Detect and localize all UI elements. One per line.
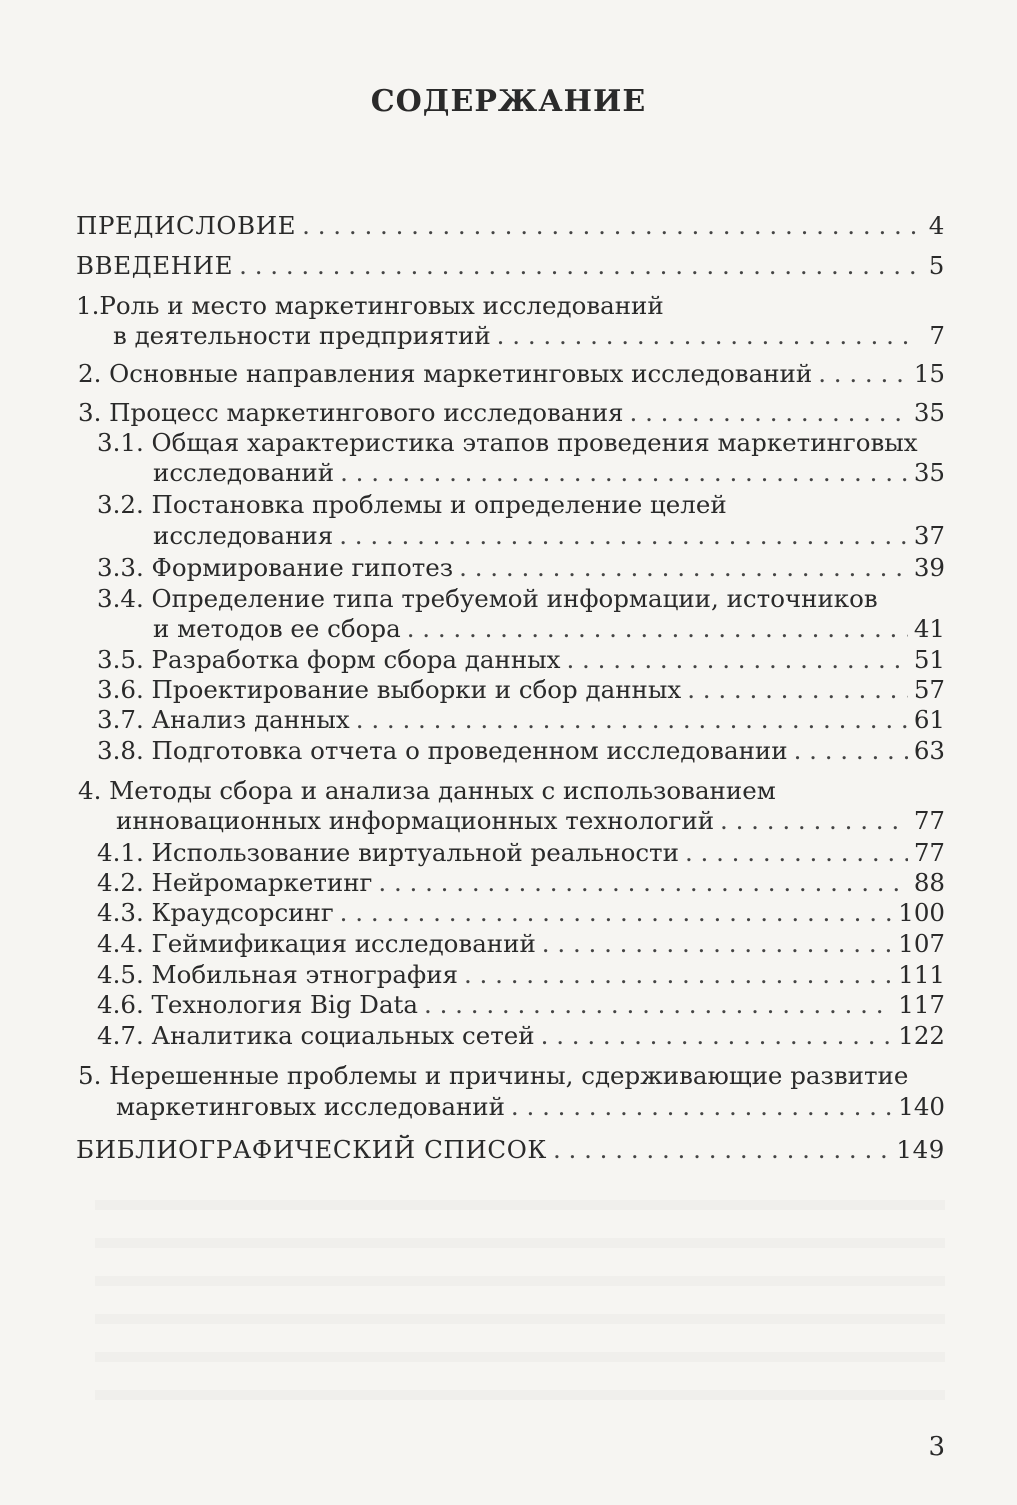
toc-entry-text: 4.3. Краудсорсинг <box>97 898 334 927</box>
toc-entry-page: 88 <box>913 868 945 897</box>
toc-entry-section-3-6[interactable] <box>97 675 945 705</box>
toc-leader-dots <box>302 211 917 241</box>
toc-entry-section-3-4[interactable] <box>97 584 878 614</box>
show-through-texture <box>95 1200 945 1410</box>
toc-leader-dots <box>542 929 892 959</box>
toc-entry-page: 61 <box>913 705 945 734</box>
toc-leader-dots <box>541 1021 893 1051</box>
toc-entry-text: 3.6. Проектирование выборки и сбор данных <box>97 675 682 704</box>
toc-entry-chapter-2[interactable] <box>78 359 945 389</box>
toc-entry-chapter-5[interactable] <box>78 1061 908 1091</box>
toc-entry-section-4-7[interactable] <box>97 1021 945 1051</box>
toc-leader-dots <box>340 458 908 488</box>
toc-leader-dots <box>340 898 893 928</box>
toc-entry-text: 3.1. Общая характеристика этапов проведения маркетинговых <box>97 428 918 457</box>
toc-entry-text: в деятельности предприятий <box>113 321 491 350</box>
toc-entry-section-4-2[interactable] <box>97 868 945 898</box>
toc-entry-page: 51 <box>913 645 945 674</box>
toc-entry-text: маркетинговых исследований <box>116 1092 505 1121</box>
toc-entry-section-3-2-cont[interactable] <box>153 521 945 551</box>
toc-entry-section-4-5[interactable] <box>97 960 945 990</box>
toc-entry-page: 35 <box>913 458 945 487</box>
toc-entry-chapter-1[interactable] <box>76 291 664 321</box>
toc-entry-text: исследования <box>153 521 334 550</box>
toc-entry-text: 3.2. Постановка проблемы и определение целей <box>97 490 727 519</box>
toc-entry-page: 4 <box>928 211 945 240</box>
toc-entry-page: 15 <box>913 359 945 388</box>
toc-entry-page: 107 <box>898 929 945 958</box>
toc-entry-section-3-2[interactable] <box>97 490 727 520</box>
toc-entry-page: 77 <box>913 838 945 867</box>
toc-entry-preface[interactable] <box>76 211 945 241</box>
toc-entry-text: ПРЕДИСЛОВИЕ <box>76 211 297 240</box>
toc-entry-chapter-4[interactable] <box>78 776 776 806</box>
toc-entry-page: 149 <box>896 1135 945 1164</box>
toc-entry-section-4-6[interactable] <box>97 990 945 1020</box>
toc-entry-page: 37 <box>913 521 945 550</box>
toc-leader-dots <box>239 251 917 281</box>
toc-entry-section-3-4-cont[interactable] <box>153 614 945 644</box>
toc-entry-section-4-1[interactable] <box>97 838 945 868</box>
toc-entry-text: инновационных информационных технологий <box>116 806 715 835</box>
toc-entry-page: 111 <box>898 960 945 989</box>
toc-leader-dots <box>630 398 908 428</box>
toc-entry-section-3-3[interactable] <box>97 553 945 583</box>
toc-entry-text: 3. Процесс маркетингового исследования <box>78 398 624 427</box>
toc-leader-dots <box>566 645 907 675</box>
toc-entry-text: 4.2. Нейромаркетинг <box>97 868 373 897</box>
toc-leader-dots <box>459 553 908 583</box>
toc-entry-chapter-3[interactable] <box>78 398 945 428</box>
toc-entry-section-3-1-cont[interactable] <box>153 458 945 488</box>
page-title: СОДЕРЖАНИЕ <box>370 84 647 119</box>
toc-entry-page: 140 <box>898 1092 945 1121</box>
toc-leader-dots <box>356 705 908 735</box>
toc-leader-dots <box>794 736 908 766</box>
toc-leader-dots <box>720 806 908 836</box>
toc-entry-text: 4.6. Технология Big Data <box>97 990 419 1019</box>
toc-leader-dots <box>407 614 908 644</box>
toc-leader-dots <box>339 521 908 551</box>
toc-entry-text: 4.5. Мобильная этнография <box>97 960 458 989</box>
toc-entry-page: 7 <box>929 321 945 350</box>
toc-entry-introduction[interactable] <box>76 251 945 281</box>
toc-entry-text: БИБЛИОГРАФИЧЕСКИЙ СПИСОК <box>76 1135 547 1164</box>
toc-entry-text: и методов ее сбора <box>153 614 401 643</box>
toc-entry-text: 3.8. Подготовка отчета о проведенном исследовании <box>97 736 788 765</box>
toc-entry-chapter-5-cont[interactable] <box>116 1092 945 1122</box>
toc-entry-bibliography[interactable] <box>76 1135 945 1165</box>
toc-leader-dots <box>687 675 908 705</box>
toc-entry-section-3-8[interactable] <box>97 736 945 766</box>
toc-leader-dots <box>511 1092 892 1122</box>
toc-entry-text: 3.5. Разработка форм сбора данных <box>97 645 561 674</box>
toc-entry-page: 57 <box>913 675 945 704</box>
toc-entry-text: 4.4. Геймификация исследований <box>97 929 536 958</box>
toc-entry-section-3-1[interactable] <box>97 428 918 458</box>
toc-leader-dots <box>464 960 892 990</box>
toc-leader-dots <box>553 1135 890 1165</box>
toc-entry-text: 4. Методы сбора и анализа данных с использованием <box>78 776 776 805</box>
toc-entry-text: 3.4. Определение типа требуемой информации, источников <box>97 584 878 613</box>
toc-entry-section-4-3[interactable] <box>97 898 945 928</box>
toc-leader-dots <box>685 838 908 868</box>
toc-entry-section-3-5[interactable] <box>97 645 945 675</box>
toc-entry-page: 5 <box>928 251 945 280</box>
toc-leader-dots <box>497 321 917 351</box>
toc-entry-page: 122 <box>898 1021 945 1050</box>
toc-entry-section-3-7[interactable] <box>97 705 945 735</box>
toc-entry-page: 35 <box>913 398 945 427</box>
toc-entry-text: 2. Основные направления маркетинговых исследований <box>78 359 813 388</box>
toc-entry-page: 63 <box>913 736 945 765</box>
toc-entry-page: 39 <box>913 553 945 582</box>
toc-leader-dots <box>378 868 907 898</box>
toc-entry-text: ВВЕДЕНИЕ <box>76 251 234 280</box>
toc-leader-dots <box>424 990 892 1020</box>
toc-entry-section-4-4[interactable] <box>97 929 945 959</box>
toc-entry-chapter-1-cont[interactable] <box>113 321 945 351</box>
toc-entry-text: 3.7. Анализ данных <box>97 705 350 734</box>
toc-entry-text: 1.Роль и место маркетинговых исследований <box>76 291 664 320</box>
toc-entry-text: исследований <box>153 458 335 487</box>
page-number: 3 <box>928 1432 945 1462</box>
toc-entry-page: 117 <box>898 990 945 1019</box>
toc-entry-text: 4.7. Аналитика социальных сетей <box>97 1021 535 1050</box>
toc-leader-dots <box>818 359 908 389</box>
toc-entry-text: 3.3. Формирование гипотез <box>97 553 454 582</box>
toc-entry-text: 5. Нерешенные проблемы и причины, сдерживающие развитие <box>78 1061 909 1090</box>
toc-entry-text: 4.1. Использование виртуальной реальности <box>97 838 679 867</box>
toc-entry-page: 41 <box>913 614 945 643</box>
toc-entry-page: 100 <box>898 898 945 927</box>
toc-entry-page: 77 <box>913 806 945 835</box>
toc-entry-chapter-4-cont[interactable] <box>116 806 945 836</box>
